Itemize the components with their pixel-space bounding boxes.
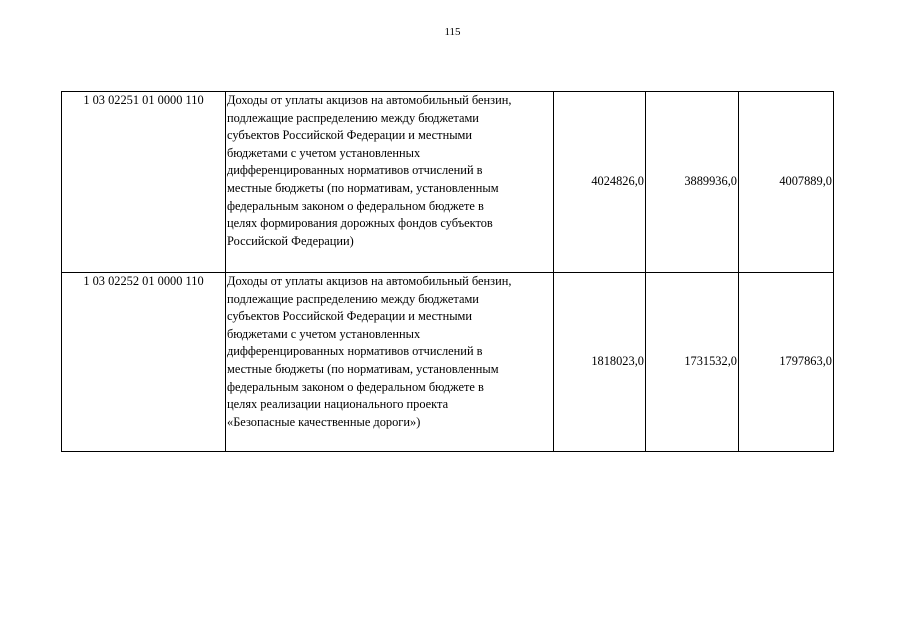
revenue-name-line: Доходы от уплаты акцизов на автомобильный бензин,: [227, 93, 512, 107]
revenue-name-line: Доходы от уплаты акцизов на автомобильный бензин,: [227, 274, 512, 288]
revenue-name-line: бюджетами с учетом установленных: [227, 145, 421, 160]
revenue-name-cell: [226, 92, 554, 273]
revenue-name-cell: [226, 273, 554, 452]
revenue-name-line: дифференцированных нормативов отчислений в: [227, 344, 483, 359]
revenue-name-line: подлежащие распределению между бюджетами: [227, 291, 479, 306]
amount-cell-2: 1731532,0: [646, 273, 739, 452]
table-row: [62, 273, 834, 452]
budget-code-cell: 1 03 02251 01 0000 110: [62, 92, 226, 273]
revenue-name-line: «Безопасные качественные дороги»): [227, 414, 421, 429]
table-row: [62, 92, 834, 273]
amount-cell-1: 4024826,0: [554, 92, 646, 273]
revenue-name-line: федеральным законом о федеральном бюджете в: [227, 379, 484, 394]
page-number: 115: [444, 26, 461, 38]
revenue-name-line: подлежащие распределению между бюджетами: [227, 110, 479, 125]
revenue-name-line: субъектов Российской Федерации и местными: [227, 309, 473, 324]
revenue-name-line: Российской Федерации): [227, 233, 354, 248]
revenue-name-line: федеральным законом о федеральном бюджете в: [227, 198, 484, 213]
revenue-name-line: субъектов Российской Федерации и местными: [227, 128, 473, 143]
revenue-name-line: дифференцированных нормативов отчислений в: [227, 163, 483, 178]
revenue-name-line: местные бюджеты (по нормативам, установленным: [227, 361, 499, 376]
amount-cell-2: 3889936,0: [646, 92, 739, 273]
revenue-name-line: целях формирования дорожных фондов субъектов: [227, 216, 493, 231]
revenue-name-line: бюджетами с учетом установленных: [227, 326, 421, 341]
revenue-name-line: местные бюджеты (по нормативам, установленным: [227, 180, 499, 195]
budget-code-cell: 1 03 02252 01 0000 110: [62, 273, 226, 452]
amount-cell-3: 1797863,0: [739, 273, 834, 452]
amount-cell-3: 4007889,0: [739, 92, 834, 273]
revenue-table: [61, 91, 834, 452]
revenue-name-line: целях реализации национального проекта: [227, 397, 449, 412]
amount-cell-1: 1818023,0: [554, 273, 646, 452]
